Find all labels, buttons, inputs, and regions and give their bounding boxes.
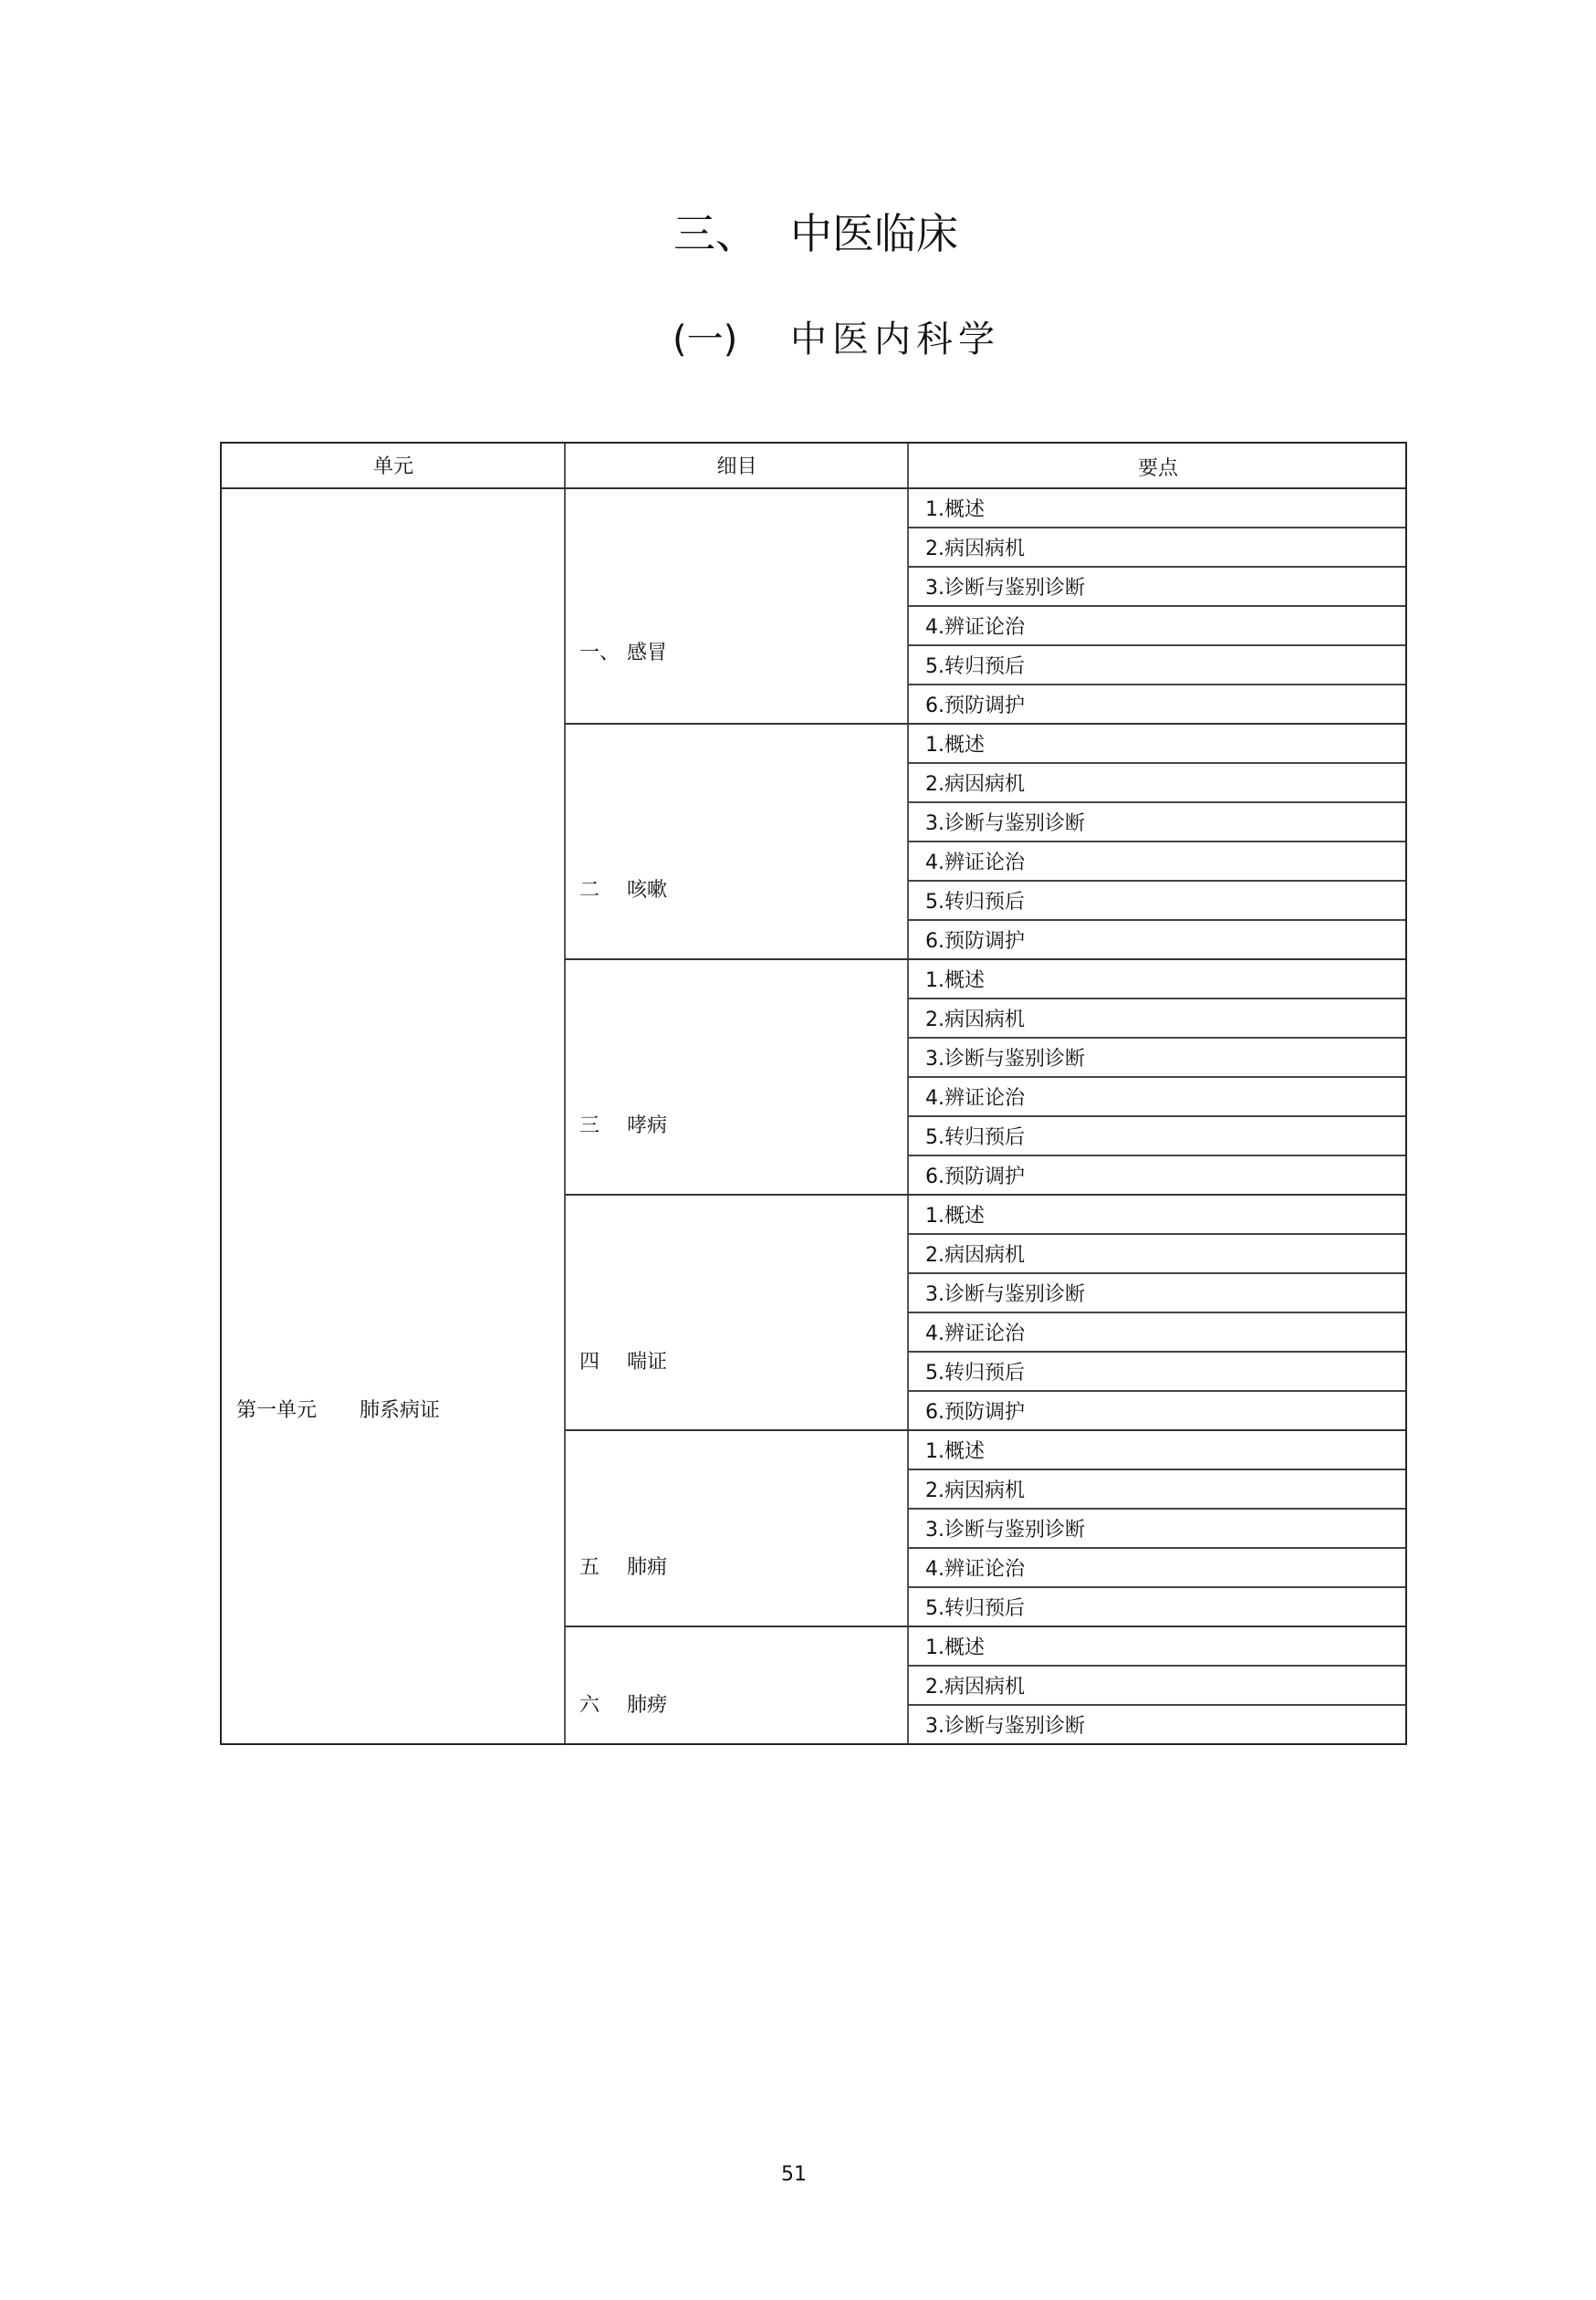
column-divider xyxy=(564,444,566,1743)
point-item: 6.预防调护 xyxy=(925,1166,1025,1188)
point-item: 5.转归预后 xyxy=(925,1126,1025,1149)
item-number: 三 xyxy=(579,1114,600,1137)
item-number: 二 xyxy=(579,879,600,902)
point-item: 4.辨证论治 xyxy=(925,1087,1025,1110)
subsection-number: (一) xyxy=(673,319,738,361)
point-item: 5.转归预后 xyxy=(925,1362,1025,1385)
group-divider xyxy=(565,958,1405,960)
point-item: 1.概述 xyxy=(925,969,985,992)
row-divider xyxy=(908,684,1405,685)
item-name: 感冒 xyxy=(627,642,668,664)
point-item: 3.诊断与鉴别诊断 xyxy=(925,577,1085,600)
column-header-points: 要点 xyxy=(1137,457,1178,480)
row-divider xyxy=(908,1665,1405,1667)
point-item: 3.诊断与鉴别诊断 xyxy=(925,1715,1085,1738)
row-divider xyxy=(908,1272,1405,1274)
unit-number: 第一单元 xyxy=(236,1399,318,1422)
page-number: 51 xyxy=(781,2163,807,2186)
point-item: 5.转归预后 xyxy=(925,891,1025,914)
row-divider xyxy=(908,1390,1405,1392)
group-divider xyxy=(565,1429,1405,1431)
point-item: 3.诊断与鉴别诊断 xyxy=(925,1283,1085,1306)
section-title: 中医临床 xyxy=(790,209,958,258)
point-item: 5.转归预后 xyxy=(925,655,1025,678)
point-item: 1.概述 xyxy=(925,1440,985,1463)
row-divider xyxy=(908,1351,1405,1353)
row-divider xyxy=(908,1037,1405,1039)
point-item: 1.概述 xyxy=(925,1636,985,1659)
row-divider xyxy=(908,762,1405,764)
unit-name: 肺系病证 xyxy=(360,1399,441,1422)
row-divider xyxy=(908,1586,1405,1588)
point-item: 4.辨证论治 xyxy=(925,1322,1025,1345)
point-item: 4.辨证论治 xyxy=(925,1558,1025,1581)
section-number: 三、 xyxy=(673,209,757,258)
row-divider xyxy=(908,605,1405,607)
row-divider xyxy=(908,1155,1405,1156)
row-divider xyxy=(908,1547,1405,1549)
point-item: 1.概述 xyxy=(925,734,985,757)
subsection-title: 中医内科学 xyxy=(790,319,1000,361)
item-number: 六 xyxy=(579,1694,600,1717)
row-divider xyxy=(908,1233,1405,1235)
row-divider xyxy=(908,644,1405,646)
point-item: 6.预防调护 xyxy=(925,1401,1025,1424)
header-divider xyxy=(222,487,1405,489)
group-divider xyxy=(565,1194,1405,1196)
item-name: 肺痈 xyxy=(627,1556,668,1579)
item-name: 肺痨 xyxy=(627,1694,668,1717)
group-divider xyxy=(565,723,1405,725)
row-divider xyxy=(908,841,1405,842)
item-name: 喘证 xyxy=(627,1351,668,1374)
column-header-item: 细目 xyxy=(716,455,757,478)
row-divider xyxy=(908,527,1405,528)
point-item: 6.预防调护 xyxy=(925,695,1025,717)
item-name: 哮病 xyxy=(627,1114,668,1137)
point-item: 4.辨证论治 xyxy=(925,852,1025,874)
row-divider xyxy=(908,1312,1405,1313)
point-item: 3.诊断与鉴别诊断 xyxy=(925,1519,1085,1542)
point-item: 3.诊断与鉴别诊断 xyxy=(925,812,1085,835)
point-item: 3.诊断与鉴别诊断 xyxy=(925,1048,1085,1071)
row-divider xyxy=(908,880,1405,882)
item-number: 四 xyxy=(579,1351,600,1374)
point-item: 5.转归预后 xyxy=(925,1597,1025,1620)
row-divider xyxy=(908,801,1405,803)
row-divider xyxy=(908,998,1405,999)
point-item: 2.病因病机 xyxy=(925,1009,1025,1031)
point-item: 4.辨证论治 xyxy=(925,616,1025,639)
point-item: 2.病因病机 xyxy=(925,1479,1025,1502)
column-header-unit: 单元 xyxy=(372,455,413,478)
point-item: 2.病因病机 xyxy=(925,1244,1025,1267)
point-item: 2.病因病机 xyxy=(925,1676,1025,1699)
row-divider xyxy=(908,1704,1405,1706)
point-item: 2.病因病机 xyxy=(925,538,1025,560)
row-divider xyxy=(908,919,1405,921)
row-divider xyxy=(908,1508,1405,1510)
item-name: 咳嗽 xyxy=(627,879,668,902)
point-item: 6.预防调护 xyxy=(925,930,1025,953)
item-number: 一、 xyxy=(579,642,621,664)
row-divider xyxy=(908,566,1405,568)
row-divider xyxy=(908,1469,1405,1470)
group-divider xyxy=(565,1626,1405,1627)
syllabus-table xyxy=(220,442,1407,1745)
point-item: 1.概述 xyxy=(925,498,985,521)
row-divider xyxy=(908,1076,1405,1078)
item-number: 五 xyxy=(579,1556,600,1579)
point-item: 1.概述 xyxy=(925,1205,985,1228)
row-divider xyxy=(908,1115,1405,1117)
point-item: 2.病因病机 xyxy=(925,773,1025,796)
